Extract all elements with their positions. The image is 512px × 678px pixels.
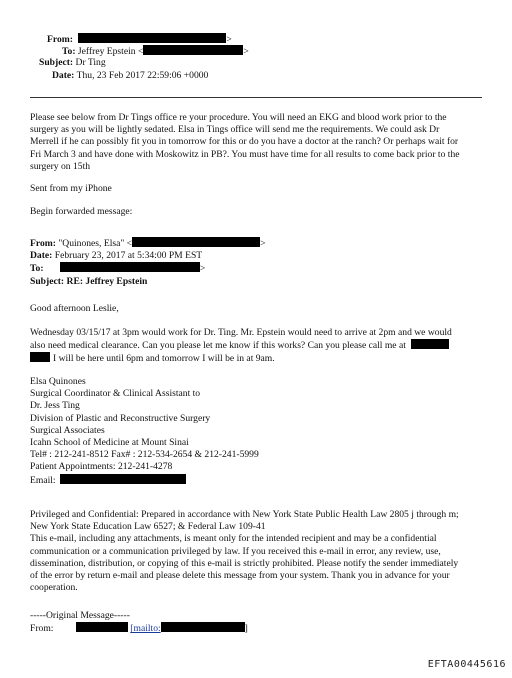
outer-from-close: > — [226, 34, 232, 45]
fwd-from-close: > — [260, 238, 266, 249]
sig-email-label: Email: — [30, 474, 56, 486]
redacted-fwd-sender-email — [132, 237, 260, 247]
original-message-header: -----Original Message----- — [30, 610, 130, 621]
notice-line: New York State Education Law 6527; & Federal Law 109-41 — [30, 521, 266, 533]
body-line: Wednesday 03/15/17 at 3pm would work for Dr. Ting. Mr. Epstein would need to arrive at 2pm and we would — [30, 327, 452, 338]
sig-email-row — [30, 474, 485, 487]
forwarded-header — [30, 237, 485, 288]
sig-name: Elsa Quinones — [30, 376, 86, 387]
redacted-phone-cont — [30, 352, 50, 362]
redacted-sender — [78, 33, 226, 43]
signature-block — [30, 376, 485, 487]
sent-from-line: Sent from my iPhone — [30, 183, 112, 194]
mailto-close: ] — [244, 623, 248, 635]
document-id: EFTA00445616 — [427, 658, 506, 670]
notice-line: of the error by return e-mail and please delete this message from your system. Thank you in advance for your — [30, 570, 450, 582]
fwd-subject-value: RE: Jeffrey Epstein — [66, 275, 148, 287]
intro-line: Please see below from Dr Tings office re your procedure. You will need an EKG and blood work prior to the — [30, 112, 447, 123]
sig-group: Surgical Associates — [30, 424, 105, 436]
redacted-fwd-recipient — [60, 262, 200, 272]
body-line-2 — [30, 339, 485, 352]
body-line-text: also need medical clearance. Can you please let me know if this works? Can you please call me at — [30, 340, 406, 352]
notice-line: cooperation. — [30, 582, 78, 594]
sig-doctor: Dr. Jess Ting — [30, 400, 80, 412]
redacted-original-email — [161, 622, 245, 632]
intro-paragraph — [30, 112, 485, 173]
sig-phones: Tel# : 212-241-8512 Fax# : 212-534-2654 & 212-241-5999 — [30, 449, 259, 461]
notice-line: Privileged and Confidential: Prepared in accordance with New York State Public Health Law 2805 j through m; — [30, 509, 459, 520]
notice-line: communication or a communication privileged by law. If you received this e-mail in error, any review, use, — [30, 545, 441, 557]
outer-to-value: Jeffrey Epstein < — [77, 46, 144, 57]
notice-line: This e-mail, including any attachments, is meant only for the intended recipient and may be a confidential — [30, 533, 437, 545]
intro-line: Merrell if he can possibly fit you in tomorrow for this or do you have a doctor at the ranch? Or perhaps wait for — [30, 136, 459, 148]
intro-line: surgery as you will be lightly sedated. Elsa in Tings office will send me the requirements. We could ask Dr — [30, 124, 440, 136]
original-from-row — [30, 622, 485, 635]
body-line-text: I will be here until 6pm and tomorrow I will be in at 9am. — [53, 353, 275, 365]
outer-to-close: > — [243, 46, 249, 57]
original-from-label: From: — [30, 623, 54, 635]
notice-line: dissemination, distribution, or copying of this e-mail is strictly prohibited. Please notify the sender immediately — [30, 557, 459, 569]
sig-title: Surgical Coordinator & Clinical Assistant to — [30, 388, 201, 400]
fwd-from-label: From: — [30, 238, 56, 249]
greeting: Good afternoon Leslie, — [30, 303, 119, 314]
fwd-date-label: Date: — [30, 250, 53, 262]
mailto-link[interactable]: [mailto: — [130, 623, 161, 635]
fwd-subject-row — [30, 276, 485, 288]
outer-from-label: From: — [47, 34, 73, 45]
fwd-from-row — [30, 237, 485, 250]
sig-division: Division of Plastic and Reconstructive Surgery — [30, 412, 211, 424]
message-body — [30, 327, 485, 366]
outer-date-value: Thu, 23 Feb 2017 22:59:06 +0000 — [76, 70, 209, 81]
outer-to-label: To: — [62, 46, 76, 57]
intro-line: surgery on 15th — [30, 160, 91, 172]
body-line-3 — [30, 352, 485, 365]
fwd-from-value: "Quinones, Elsa" < — [58, 238, 133, 249]
confidentiality-notice — [30, 509, 485, 594]
outer-date-label: Date: — [52, 70, 75, 81]
fwd-to-row — [30, 262, 485, 275]
fwd-to-close: > — [199, 263, 206, 275]
fwd-to-label: To: — [30, 263, 44, 275]
redacted-recipient-email — [143, 45, 243, 55]
redacted-phone — [411, 339, 449, 349]
outer-date-row — [52, 70, 208, 82]
outer-subject-row — [39, 57, 106, 69]
fwd-date-value: February 23, 2017 at 5:34:00 PM EST — [54, 250, 203, 262]
sig-school: Icahn School of Medicine at Mount Sinai — [30, 437, 189, 449]
fwd-subject-label: Subject: — [30, 275, 65, 287]
fwd-date-row — [30, 250, 485, 262]
header-divider — [30, 97, 482, 98]
redacted-email — [60, 474, 186, 484]
begin-forwarded-line: Begin forwarded message: — [30, 206, 133, 217]
outer-subject-value: Dr Ting — [75, 57, 106, 68]
intro-line: Fri March 3 and have done with Moskowitz in PB?. You must have time for all results to come back prior to the — [30, 148, 460, 160]
outer-subject-label: Subject: — [39, 57, 74, 68]
sig-appointments: Patient Appointments: 212-241-4278 — [30, 461, 173, 473]
redacted-original-sender — [76, 622, 128, 632]
original-message — [30, 610, 485, 635]
